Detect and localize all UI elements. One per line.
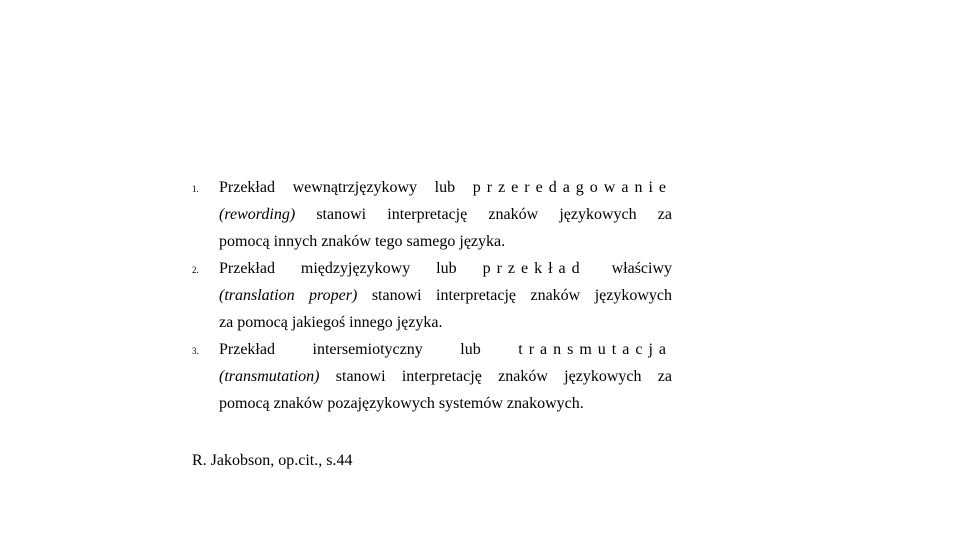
- list-number: 3.: [192, 346, 199, 356]
- item-line: [219, 201, 672, 228]
- list-item: [192, 255, 672, 336]
- list-number: 1.: [192, 184, 199, 194]
- spaced-term: przeredagowanie: [472, 179, 672, 196]
- item-line: [219, 228, 672, 255]
- item-text: Przekład wewnątrzjęzykowy lub: [219, 179, 456, 196]
- item-text: stanowi interpretację znaków językowych za: [335, 368, 672, 385]
- item-line: [219, 390, 672, 417]
- item-text: stanowi interpretację znaków językowych: [371, 287, 673, 304]
- item-text: pomocą znaków pozajęzykowych systemów znakowych.: [219, 395, 584, 412]
- english-term: (translation proper): [219, 287, 358, 304]
- item-text: właściwy: [611, 260, 673, 277]
- spaced-term: transmutacja: [518, 341, 672, 358]
- list-item: [192, 174, 672, 255]
- item-line: [219, 282, 672, 309]
- english-term: (rewording): [219, 206, 296, 223]
- list-item: [192, 336, 672, 417]
- item-line: [219, 174, 672, 201]
- item-text: Przekład międzyjęzykowy lub: [219, 260, 457, 277]
- english-term: (transmutation): [219, 368, 320, 385]
- item-line: [219, 363, 672, 390]
- item-text: Przekład intersemiotyczny lub: [219, 341, 481, 358]
- item-text: pomocą innych znaków tego samego języka.: [219, 233, 506, 250]
- item-text: za pomocą jakiegoś innego języka.: [219, 314, 443, 331]
- item-text: stanowi interpretację znaków językowych za: [316, 206, 673, 223]
- translation-types-list: [192, 174, 672, 417]
- source-citation: R. Jakobson, op.cit., s.44: [192, 452, 353, 469]
- spaced-term: przekład: [482, 260, 586, 277]
- item-line: [219, 255, 672, 282]
- item-line: [219, 309, 672, 336]
- list-number: 2.: [192, 265, 199, 275]
- item-line: [219, 336, 672, 363]
